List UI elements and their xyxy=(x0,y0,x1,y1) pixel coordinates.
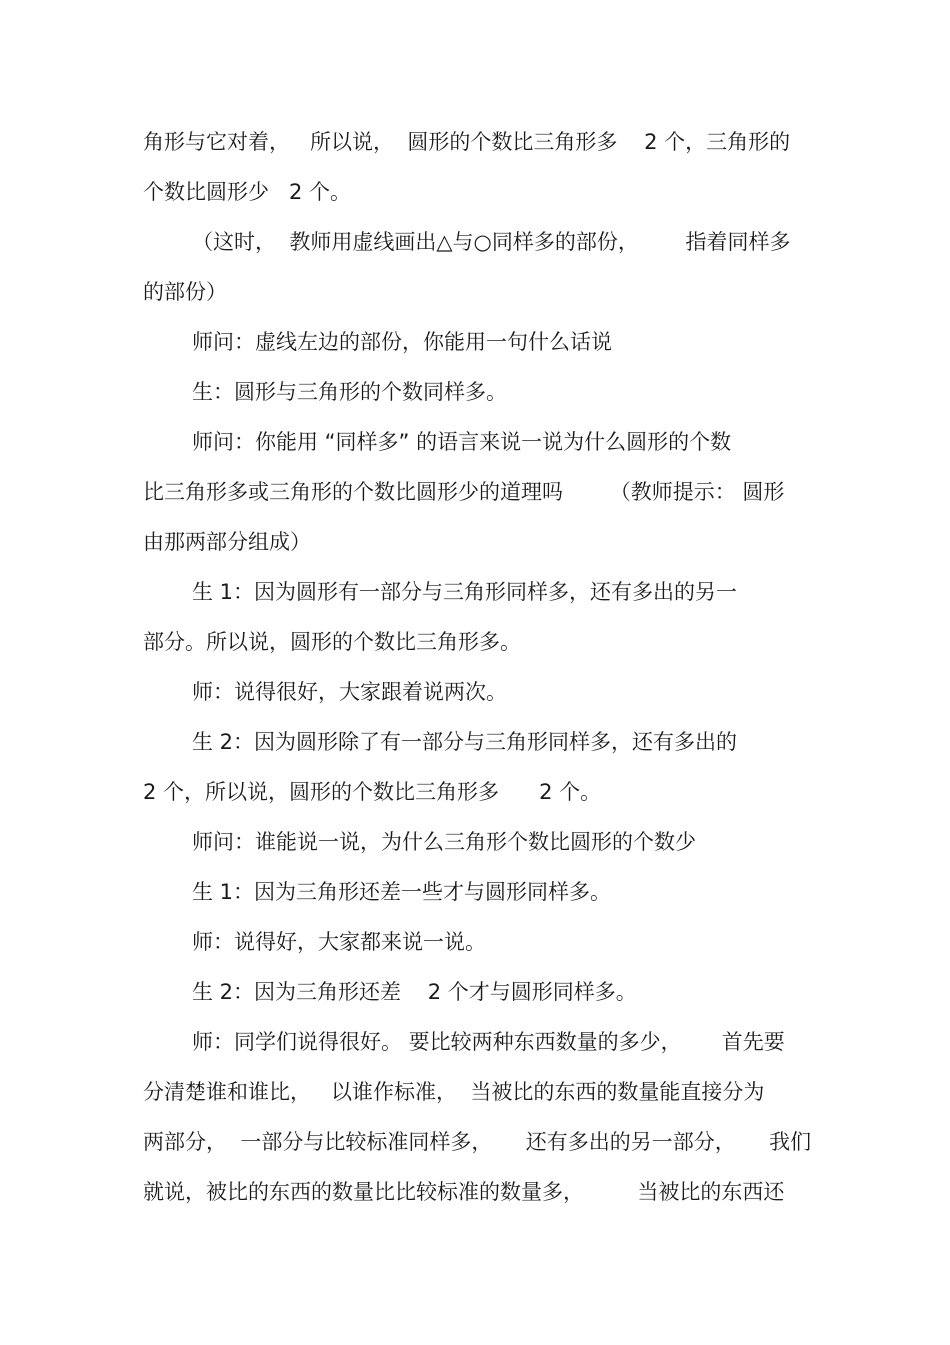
text-line: 生 2：因为三角形还差 2 个才与圆形同样多。 xyxy=(192,980,637,1004)
text-line: 师问：虚线左边的部份，你能用一句什么话说 xyxy=(192,330,612,354)
text-line: 生 2：因为圆形除了有一部分与三角形同样多，还有多出的 xyxy=(192,730,738,754)
text-line: 师：同学们说得很好。 要比较两种东西数量的多少， 首先要 xyxy=(192,1030,785,1054)
text-line: 就说，被比的东西的数量比比较标准的数量多， 当被比的东西还 xyxy=(143,1180,785,1204)
text-line: 2 个，所以说，圆形的个数比三角形多 2 个。 xyxy=(143,780,602,804)
text-line: 角形与它对着， 所以说， 圆形的个数比三角形多 2 个，三角形的 xyxy=(143,130,791,154)
text-line: 师：说得好，大家都来说一说。 xyxy=(192,930,486,954)
text-line: 生 1：因为三角形还差一些才与圆形同样多。 xyxy=(192,880,612,904)
text-line: 师：说得很好，大家跟着说两次。 xyxy=(192,680,507,704)
text-line: 生 1：因为圆形有一部分与三角形同样多，还有多出的另一 xyxy=(192,580,738,604)
text-line: 部分。所以说，圆形的个数比三角形多。 xyxy=(143,630,521,654)
text-line: 师问：你能用 “同样多” 的语言来说一说为什么圆形的个数 xyxy=(192,430,732,454)
text-line: 个数比圆形少 2 个。 xyxy=(143,180,352,204)
text-line: 的部份） xyxy=(143,280,227,304)
text-line: 两部分， 一部分与比较标准同样多， 还有多出的另一部分， 我们 xyxy=(143,1130,812,1154)
text-line: 分清楚谁和谁比， 以谁作标准， 当被比的东西的数量能直接分为 xyxy=(143,1080,765,1104)
text-line: 师问：谁能说一说，为什么三角形个数比圆形的个数少 xyxy=(192,830,696,854)
text-line: 由那两部分组成） xyxy=(143,530,311,554)
text-line: （这时， 教师用虚线画出△与○同样多的部份， 指着同样多 xyxy=(192,230,791,254)
text-line: 比三角形多或三角形的个数比圆形少的道理吗 （教师提示： 圆形 xyxy=(143,480,785,504)
text-line: 生：圆形与三角形的个数同样多。 xyxy=(192,380,507,404)
